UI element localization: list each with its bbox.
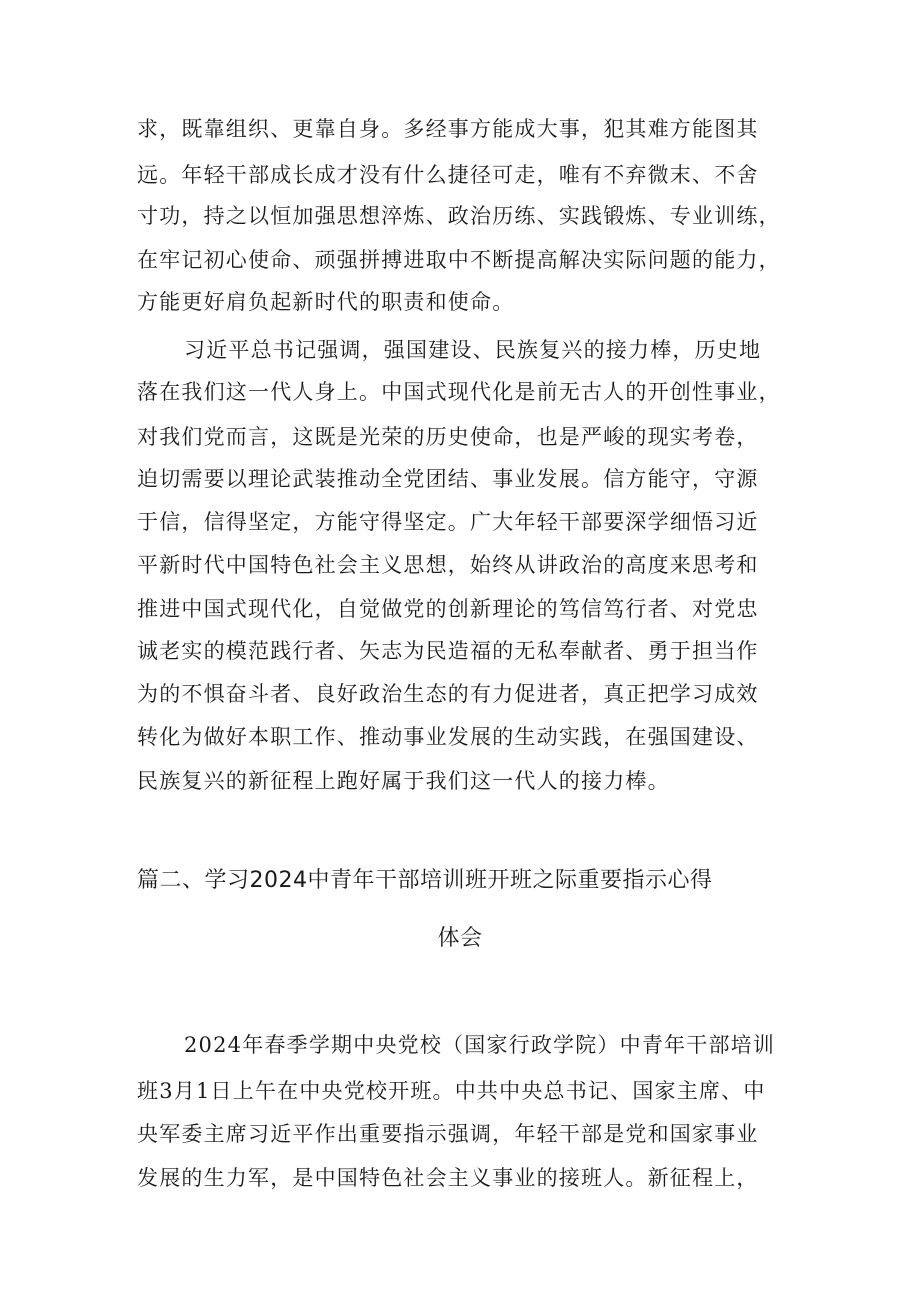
text-line: 远。年轻干部成长成才没有什么捷径可走，唯有不弃微末、不舍 <box>137 163 759 187</box>
text-line: 发展的生力军，是中国特色社会主义事业的接班人。新征程上， <box>137 1166 759 1190</box>
text-line: 诚老实的模范践行者、矢志为民造福的无私奉献者、勇于担当作 <box>137 639 759 663</box>
text-line: 央军委主席习近平作出重要指示强调，年轻干部是党和国家事业 <box>137 1122 759 1146</box>
text-line: 平新时代中国特色社会主义思想，始终从讲政治的高度来思考和 <box>137 553 759 577</box>
text-line: 民族复兴的新征程上跑好属于我们这一代人的接力棒。 <box>137 769 670 793</box>
text-line: 转化为做好本职工作、推动事业发展的生动实践，在强国建设、 <box>137 725 759 749</box>
text-line: 2024年春季学期中央党校（国家行政学院）中青年干部培训 <box>184 1033 776 1057</box>
section-heading: 篇二、学习2024中青年干部培训班开班之际重要指示心得 <box>137 868 713 893</box>
text-line: 对我们党而言，这既是光荣的历史使命，也是严峻的现实考卷， <box>137 425 759 449</box>
text-line: 迫切需要以理论武装推动全党团结、事业发展。信方能守，守源 <box>137 467 759 491</box>
text-line: 方能更好肩负起新时代的职责和使命。 <box>137 290 515 314</box>
text-line: 班3月1日上午在中央党校开班。中共中央总书记、国家主席、中 <box>137 1079 766 1103</box>
section-heading-continuation: 体会 <box>437 926 483 951</box>
text-line: 求，既靠组织、更靠自身。多经事方能成大事，犯其难方能图其 <box>137 117 759 141</box>
text-line: 推进中国式现代化，自觉做党的创新理论的笃信笃行者、对党忠 <box>137 597 759 621</box>
text-line: 落在我们这一代人身上。中国式现代化是前无古人的开创性事业， <box>137 380 781 404</box>
text-line: 寸功，持之以恒加强思想淬炼、政治历练、实践锻炼、专业训练， <box>137 204 781 228</box>
text-line: 习近平总书记强调，强国建设、民族复兴的接力棒，历史地 <box>184 338 762 362</box>
text-line: 于信，信得坚定，方能守得坚定。广大年轻干部要深学细悟习近 <box>137 510 759 534</box>
text-line: 为的不惧奋斗者、良好政治生态的有力促进者，真正把学习成效 <box>137 682 759 706</box>
text-line: 在牢记初心使命、顽强拼搏进取中不断提高解决实际问题的能力， <box>137 248 781 272</box>
